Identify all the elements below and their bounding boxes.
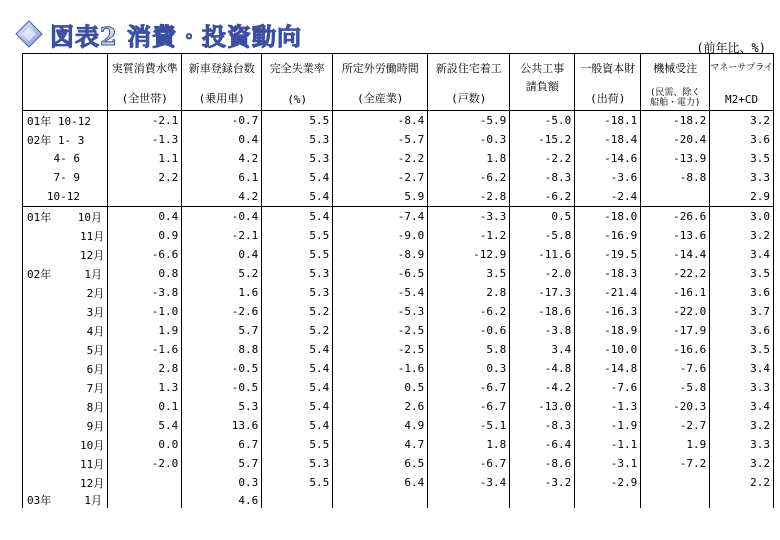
row-label: 11月: [23, 226, 108, 245]
table-cell: -7.6: [575, 378, 641, 397]
table-cell: 5.4: [262, 416, 333, 435]
table-cell: 5.7: [182, 321, 262, 340]
table-cell: -20.4: [641, 130, 710, 149]
table-cell: 1.6: [182, 283, 262, 302]
table-cell: -6.2: [428, 168, 510, 187]
table-cell: [575, 492, 641, 508]
table-cell: -0.7: [182, 111, 262, 131]
table-cell: 5.7: [182, 454, 262, 473]
table-cell: -7.6: [641, 359, 710, 378]
table-cell: -26.6: [641, 207, 710, 227]
table-cell: -18.0: [575, 207, 641, 227]
table-cell: -8.9: [333, 245, 428, 264]
table-cell: -1.3: [108, 130, 182, 149]
table-cell: -1.2: [428, 226, 510, 245]
table-cell: -2.7: [333, 168, 428, 187]
table-cell: 4.9: [333, 416, 428, 435]
table-row: [23, 397, 774, 416]
table-cell: -14.8: [575, 359, 641, 378]
table-cell: [108, 187, 182, 207]
table-cell: 0.4: [108, 207, 182, 227]
table-cell: -2.4: [575, 187, 641, 207]
table-cell: -5.1: [428, 416, 510, 435]
table-cell: 3.5: [710, 149, 774, 168]
table-cell: 6.4: [333, 473, 428, 492]
table-cell: -9.0: [333, 226, 428, 245]
table-cell: -2.8: [428, 187, 510, 207]
table-cell: [510, 492, 575, 508]
table-cell: -18.4: [575, 130, 641, 149]
table-cell: -5.8: [641, 378, 710, 397]
table-cell: -1.9: [575, 416, 641, 435]
table-cell: -0.4: [182, 207, 262, 227]
table-cell: 5.5: [262, 473, 333, 492]
table-cell: -4.2: [510, 378, 575, 397]
table-cell: -6.5: [333, 264, 428, 283]
table-cell: 5.4: [262, 397, 333, 416]
table-cell: -5.7: [333, 130, 428, 149]
row-label: 01年 10月: [23, 207, 108, 227]
table-cell: -13.9: [641, 149, 710, 168]
title-area: [14, 14, 302, 54]
table-cell: -8.3: [510, 168, 575, 187]
table-cell: -11.6: [510, 245, 575, 264]
row-label: 12月: [23, 245, 108, 264]
table-cell: 0.8: [108, 264, 182, 283]
table-cell: 13.6: [182, 416, 262, 435]
table-cell: -22.0: [641, 302, 710, 321]
table-row: [23, 340, 774, 359]
table-cell: -6.4: [510, 435, 575, 454]
table-row: [23, 245, 774, 264]
table-cell: -21.4: [575, 283, 641, 302]
table-cell: -2.1: [182, 226, 262, 245]
table-cell: -20.3: [641, 397, 710, 416]
table-cell: 3.2: [710, 454, 774, 473]
table-cell: 5.3: [262, 264, 333, 283]
table-cell: -6.7: [428, 378, 510, 397]
table-cell: 3.4: [710, 397, 774, 416]
table-cell: -14.4: [641, 245, 710, 264]
table-cell: 5.3: [262, 283, 333, 302]
table-cell: -0.6: [428, 321, 510, 340]
table-cell: -17.3: [510, 283, 575, 302]
table-cell: 3.4: [510, 340, 575, 359]
table-cell: -2.0: [510, 264, 575, 283]
table-cell: 1.9: [108, 321, 182, 340]
table-cell: 4.2: [182, 149, 262, 168]
table-cell: 0.4: [182, 245, 262, 264]
table-cell: -8.8: [641, 168, 710, 187]
row-label: 5月: [23, 340, 108, 359]
col-header: 公共工事 請負額: [510, 54, 575, 111]
table-cell: 3.6: [710, 321, 774, 340]
table-cell: 2.2: [710, 473, 774, 492]
table-cell: -3.4: [428, 473, 510, 492]
table-cell: -16.3: [575, 302, 641, 321]
table-cell: -14.6: [575, 149, 641, 168]
table-cell: -2.5: [333, 321, 428, 340]
table-cell: 5.4: [262, 207, 333, 227]
table-cell: -5.8: [510, 226, 575, 245]
table-cell: 0.1: [108, 397, 182, 416]
unit-note: (前年比、%): [696, 41, 766, 55]
table-cell: -3.8: [510, 321, 575, 340]
col-header: 完全失業率 (%): [262, 54, 333, 111]
table-body: [23, 111, 774, 509]
table-cell: -6.2: [428, 302, 510, 321]
table-cell: -16.9: [575, 226, 641, 245]
table-cell: 3.5: [710, 340, 774, 359]
table-cell: 5.5: [262, 111, 333, 131]
table-cell: 5.5: [262, 435, 333, 454]
table-cell: 3.6: [710, 130, 774, 149]
table-row: [23, 359, 774, 378]
table-cell: 0.9: [108, 226, 182, 245]
table-cell: -4.8: [510, 359, 575, 378]
col-header: 新設住宅着工 (戸数): [428, 54, 510, 111]
table-cell: 3.3: [710, 378, 774, 397]
table-cell: -19.5: [575, 245, 641, 264]
table-cell: 1.1: [108, 149, 182, 168]
table-row: [23, 302, 774, 321]
table-cell: [428, 492, 510, 508]
table-cell: -5.3: [333, 302, 428, 321]
row-label: 7- 9: [23, 168, 108, 187]
table-cell: -13.0: [510, 397, 575, 416]
table-cell: 2.8: [428, 283, 510, 302]
table-cell: 3.7: [710, 302, 774, 321]
table-cell: -15.2: [510, 130, 575, 149]
table-cell: 1.9: [641, 435, 710, 454]
table-cell: 3.4: [710, 359, 774, 378]
table-row: [23, 111, 774, 131]
table-cell: 6.7: [182, 435, 262, 454]
table-cell: -8.4: [333, 111, 428, 131]
table-cell: -5.4: [333, 283, 428, 302]
data-table: [22, 53, 774, 508]
table-row: [23, 226, 774, 245]
table-cell: 3.5: [710, 264, 774, 283]
row-label: 9月: [23, 416, 108, 435]
table-cell: -3.1: [575, 454, 641, 473]
table-cell: -8.3: [510, 416, 575, 435]
table-cell: 3.2: [710, 111, 774, 131]
table-cell: -3.2: [510, 473, 575, 492]
table-cell: -3.3: [428, 207, 510, 227]
table-cell: 5.4: [262, 187, 333, 207]
table-cell: 3.0: [710, 207, 774, 227]
table-cell: -2.7: [641, 416, 710, 435]
table-row: [23, 207, 774, 227]
row-label: 3月: [23, 302, 108, 321]
row-label: 03年 1月: [23, 492, 108, 508]
table-cell: 5.3: [262, 149, 333, 168]
table-cell: 3.3: [710, 435, 774, 454]
table-cell: -1.1: [575, 435, 641, 454]
table-cell: 0.4: [182, 130, 262, 149]
table-cell: [108, 473, 182, 492]
table-cell: 5.4: [262, 378, 333, 397]
table-cell: -2.6: [182, 302, 262, 321]
table-cell: 5.4: [262, 168, 333, 187]
table-cell: -7.4: [333, 207, 428, 227]
row-label: 10月: [23, 435, 108, 454]
table-cell: 3.2: [710, 226, 774, 245]
col-header: 新車登録台数 (乗用車): [182, 54, 262, 111]
table-cell: 8.8: [182, 340, 262, 359]
table-cell: 1.8: [428, 435, 510, 454]
row-label: 02年 1- 3: [23, 130, 108, 149]
table-cell: [641, 473, 710, 492]
row-label: 4月: [23, 321, 108, 340]
table-row: [23, 283, 774, 302]
col-header: 所定外労働時間 (全産業): [333, 54, 428, 111]
table-cell: -18.3: [575, 264, 641, 283]
table-cell: 0.3: [182, 473, 262, 492]
table-cell: 3.4: [710, 245, 774, 264]
table-cell: -2.2: [510, 149, 575, 168]
diamond-icon: [14, 19, 44, 49]
table-cell: -3.8: [108, 283, 182, 302]
row-label: 12月: [23, 473, 108, 492]
table-row: [23, 435, 774, 454]
table-cell: 1.3: [108, 378, 182, 397]
table-row: [23, 492, 774, 508]
table-cell: 3.6: [710, 283, 774, 302]
table-cell: [333, 492, 428, 508]
table-cell: -16.1: [641, 283, 710, 302]
table-cell: 5.3: [262, 454, 333, 473]
table-cell: 5.5: [262, 226, 333, 245]
table-cell: -1.6: [333, 359, 428, 378]
table-cell: 5.9: [333, 187, 428, 207]
table-cell: -6.7: [428, 397, 510, 416]
row-label: 11月: [23, 454, 108, 473]
col-header: 機械受注 (民需、除く 船舶・電力): [641, 54, 710, 111]
table-cell: -18.6: [510, 302, 575, 321]
table-row: [23, 416, 774, 435]
table-cell: [262, 492, 333, 508]
table-cell: -18.1: [575, 111, 641, 131]
page-title: 図表2 消費・投資動向: [50, 21, 303, 51]
table-cell: 3.2: [710, 416, 774, 435]
table-cell: [108, 492, 182, 508]
row-label: 02年 1月: [23, 264, 108, 283]
table-row: [23, 454, 774, 473]
table-cell: -5.0: [510, 111, 575, 131]
row-label: 4- 6: [23, 149, 108, 168]
table-cell: 5.4: [262, 340, 333, 359]
table-cell: 2.9: [710, 187, 774, 207]
table-cell: -6.6: [108, 245, 182, 264]
table-cell: 5.8: [428, 340, 510, 359]
table-cell: 1.8: [428, 149, 510, 168]
row-label: 7月: [23, 378, 108, 397]
row-label: 10-12: [23, 187, 108, 207]
table-cell: 4.7: [333, 435, 428, 454]
table-cell: 6.5: [333, 454, 428, 473]
table-row: [23, 187, 774, 207]
table-cell: 0.3: [428, 359, 510, 378]
table-cell: -18.9: [575, 321, 641, 340]
row-label: 6月: [23, 359, 108, 378]
table-cell: -1.6: [108, 340, 182, 359]
table-row: [23, 264, 774, 283]
table-cell: -12.9: [428, 245, 510, 264]
table-cell: -13.6: [641, 226, 710, 245]
table-cell: 5.2: [182, 264, 262, 283]
table-cell: 0.0: [108, 435, 182, 454]
table-cell: -0.5: [182, 359, 262, 378]
table-cell: -6.7: [428, 454, 510, 473]
table-cell: 4.6: [182, 492, 262, 508]
table-cell: -1.0: [108, 302, 182, 321]
table-row: [23, 321, 774, 340]
table-cell: -0.5: [182, 378, 262, 397]
table-cell: -2.1: [108, 111, 182, 131]
table-cell: 5.5: [262, 245, 333, 264]
table-row: [23, 168, 774, 187]
table-cell: -6.2: [510, 187, 575, 207]
table-cell: 4.2: [182, 187, 262, 207]
table-cell: -1.3: [575, 397, 641, 416]
table-cell: [710, 492, 774, 508]
table-cell: -2.2: [333, 149, 428, 168]
table-cell: 0.5: [333, 378, 428, 397]
table-cell: -8.6: [510, 454, 575, 473]
table-cell: 5.4: [108, 416, 182, 435]
table-cell: -17.9: [641, 321, 710, 340]
table-cell: -16.6: [641, 340, 710, 359]
table-cell: 3.3: [710, 168, 774, 187]
table-cell: -2.9: [575, 473, 641, 492]
table-row: [23, 149, 774, 168]
table-cell: -18.2: [641, 111, 710, 131]
col-header: 一般資本財 (出荷): [575, 54, 641, 111]
table-cell: 5.2: [262, 321, 333, 340]
table-cell: 3.5: [428, 264, 510, 283]
table-cell: 2.6: [333, 397, 428, 416]
table-row: [23, 378, 774, 397]
table-cell: 5.3: [262, 130, 333, 149]
col-header: 実質消費水準 (全世帯): [108, 54, 182, 111]
table-cell: 5.2: [262, 302, 333, 321]
table-cell: -7.2: [641, 454, 710, 473]
table-cell: 2.8: [108, 359, 182, 378]
table-cell: -10.0: [575, 340, 641, 359]
table-cell: 5.3: [182, 397, 262, 416]
table-cell: 6.1: [182, 168, 262, 187]
table-row: [23, 473, 774, 492]
table-cell: -2.5: [333, 340, 428, 359]
table-cell: 2.2: [108, 168, 182, 187]
table-cell: -5.9: [428, 111, 510, 131]
row-label: 8月: [23, 397, 108, 416]
table-row: [23, 130, 774, 149]
row-label: 2月: [23, 283, 108, 302]
table-cell: 0.5: [510, 207, 575, 227]
col-header: マネーサプライ M2+CD: [710, 54, 774, 111]
table-cell: -22.2: [641, 264, 710, 283]
table-cell: -0.3: [428, 130, 510, 149]
header-corner: [23, 54, 108, 111]
table-cell: -3.6: [575, 168, 641, 187]
table-cell: -2.0: [108, 454, 182, 473]
table-cell: [641, 187, 710, 207]
row-label: 01年 10-12: [23, 111, 108, 131]
table-cell: 5.4: [262, 359, 333, 378]
table-cell: [641, 492, 710, 508]
